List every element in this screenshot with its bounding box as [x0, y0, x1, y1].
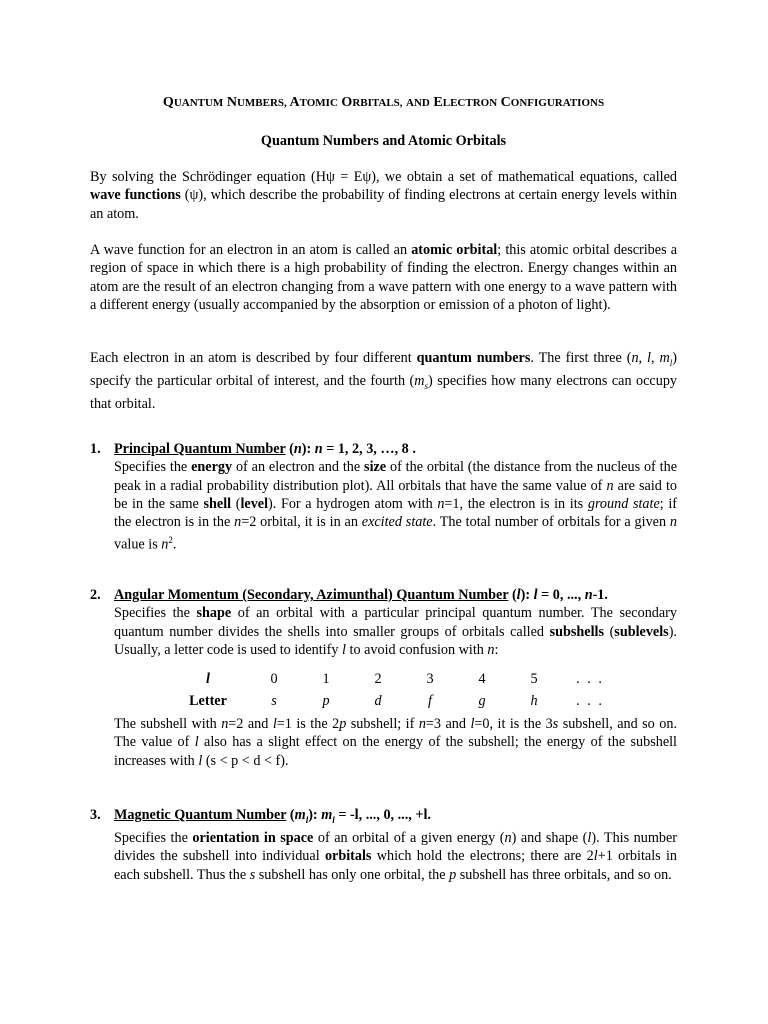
subshell-letter-table [168, 668, 620, 712]
section-angular-momentum-quantum-number [90, 586, 677, 659]
paragraph-schrodinger: By solving the Schrödinger equation (Hψ = Eψ), we obtain a set of mathematical equations, called wave functions (ψ), which describe the probability of finding electrons at certain energy levels within an atom. [90, 169, 677, 222]
section-subtitle: Quantum Numbers and Atomic Orbitals [260, 133, 507, 149]
table-cell: . . . [576, 670, 604, 687]
table-row [168, 690, 620, 712]
table-cell: g [478, 692, 486, 709]
list-number: 2. [90, 587, 101, 603]
section-heading: Angular Momentum (Secondary, Azimunthal) Quantum Number (l): l = 0, ..., n-1. [114, 587, 608, 603]
table-cell: 0 [270, 670, 278, 687]
section-body: Specifies the orientation in space of an orbital of a given energy (n) and shape (l). This number divides the subshell into individual orbitals which hold the electrons; there are 2l+1 orbitals in each subshell. Thus the s subshell has only one orbital, the p subshell has three orbitals, and so on. [114, 830, 677, 883]
table-row-header: l [206, 670, 210, 687]
section-angular-momentum-note [90, 715, 677, 770]
table-cell: 2 [374, 670, 382, 687]
section-heading: Principal Quantum Number (n): n = 1, 2, 3, …, 8 . [114, 441, 416, 457]
section-body: Specifies the energy of an electron and the size of the orbital (the distance from the nucleus of the peak in a radial probability distribution plot). All orbitals that have the same value of n are said to be in the same shell (level). For a hydrogen atom with n=1, the electron is in its ground state; if the electron is in the n=2 orbital, it is in an excited state. The total number of orbitals for a given n value is $n^2$. [114, 459, 678, 554]
list-number: 1. [90, 441, 101, 457]
list-number: 3. [90, 807, 101, 823]
section-magnetic-quantum-number [90, 806, 677, 884]
table-cell: 1 [322, 670, 330, 687]
table-cell: 5 [530, 670, 538, 687]
table-cell: 4 [478, 670, 486, 687]
table-row-header: Letter [189, 692, 227, 709]
paragraph-quantum-numbers: Each electron in an atom is described by four different quantum numbers. The first three (n, l, $m_l$) specify the particular orbital of interest, and the fourth $(m_s)$ specifies how many electrons can occupy that orbital. [90, 350, 678, 413]
table-cell: h [530, 692, 538, 709]
table-row [168, 668, 620, 690]
table-cell: f [428, 692, 432, 709]
section-body: The subshell with n=2 and l=1 is the 2p subshell; if n=3 and l=0, it is the 3s subshell, and so on. The value of l also has a slight effect on the energy of the subshell; the energy of the subshell increases with l (s < p < d < f). [114, 716, 677, 769]
section-body: Specifies the shape of an orbital with a particular principal quantum number. The secondary quantum number divides the shells into smaller groups of orbitals called subshells (sublevels). Usually, a letter code is used to identify l to avoid confusion with n: [114, 605, 677, 658]
table-cell: 3 [426, 670, 434, 687]
document-title: QUANTUM NUMBERS, ATOMIC ORBITALS, AND ELECTRON CONFIGURATIONS [162, 95, 605, 110]
section-principal-quantum-number [90, 440, 677, 555]
paragraph-atomic-orbital: A wave function for an electron in an atom is called an atomic orbital; this atomic orbital describes a region of space in which there is a high probability of finding the electron. Energy changes within an atom are the result of an electron changing from a wave pattern with one energy to a wave pattern with a different energy (usually accompanied by the absorption or emission of a photon of light). [90, 242, 678, 313]
section-heading: Magnetic Quantum Number $(m_l)$: $m_l = -l$, ..., 0, ..., +l. [114, 807, 431, 825]
table-cell: . . . [576, 692, 604, 709]
table-cell: d [374, 692, 382, 709]
table-cell: s [271, 692, 277, 709]
table-cell: p [322, 692, 330, 709]
